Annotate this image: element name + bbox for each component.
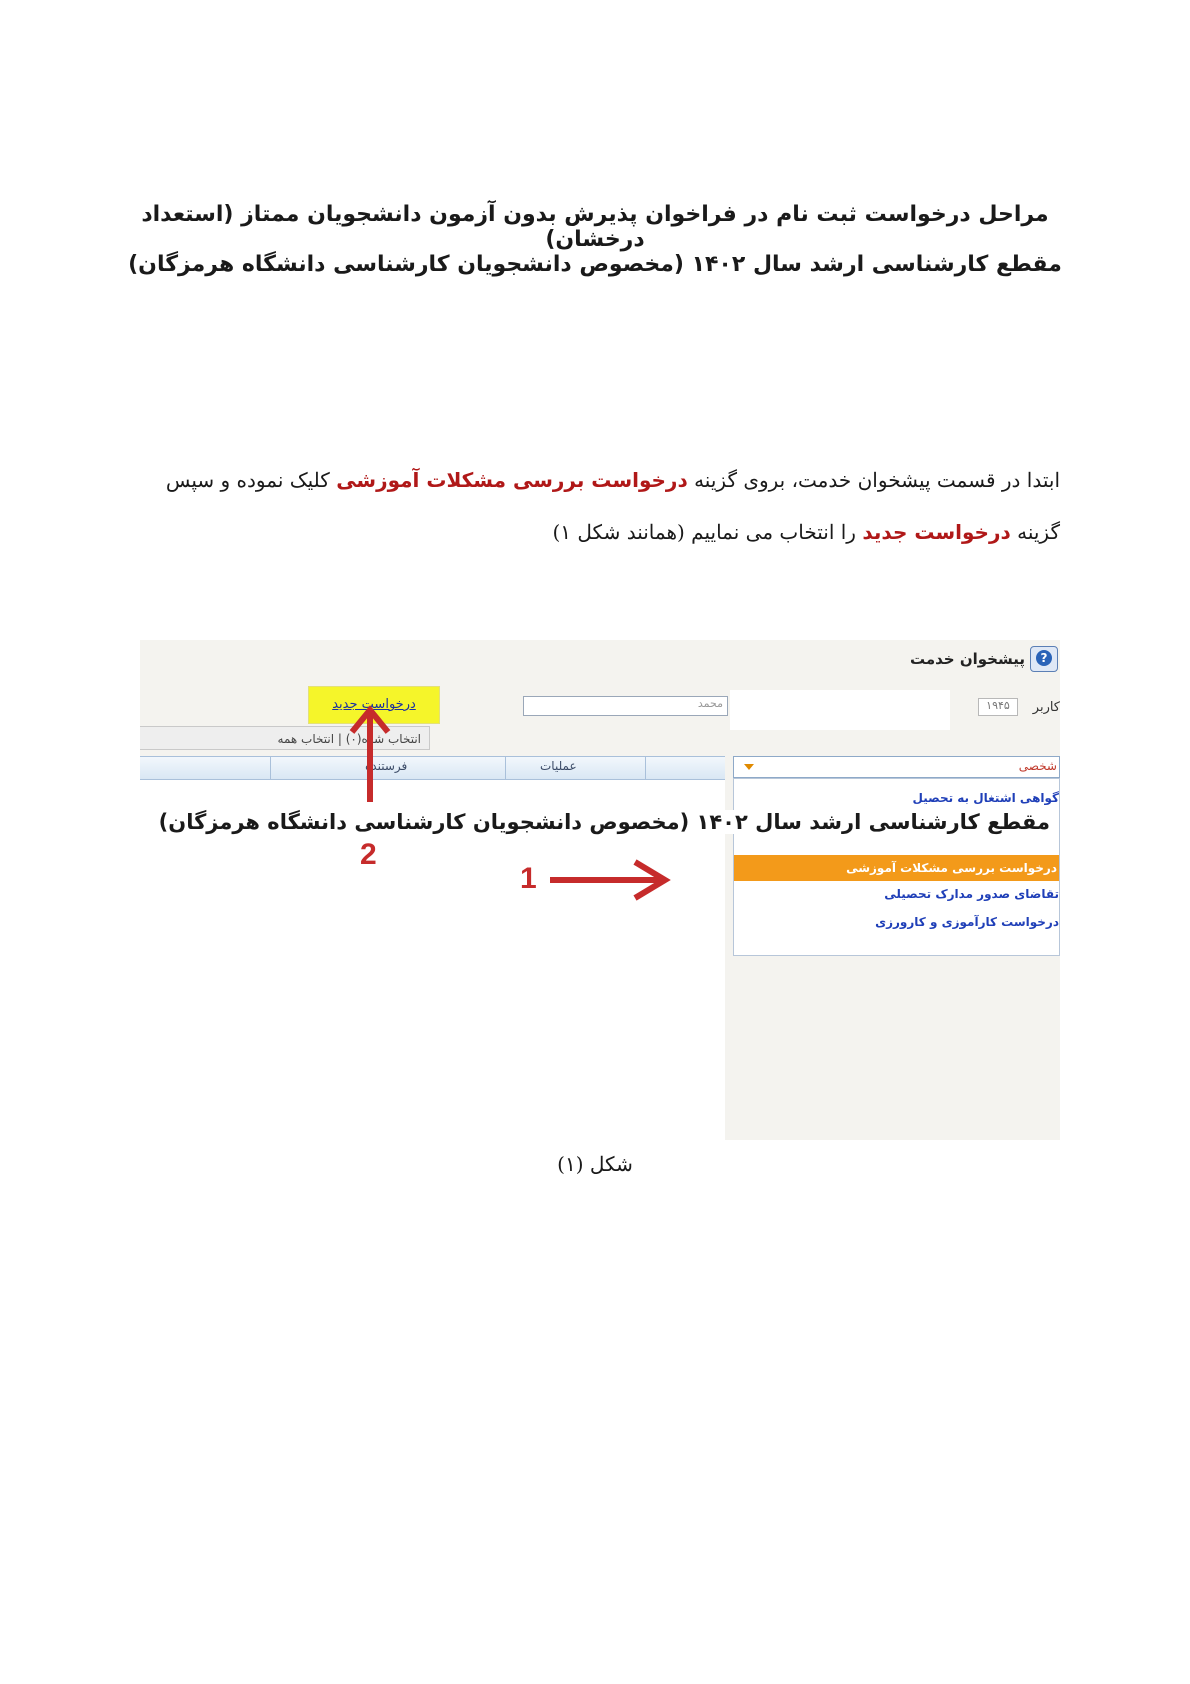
arrow-label-1: 1 [520, 862, 537, 895]
para2-text-end: را انتخاب می نماییم (همانند شکل ۱) [552, 520, 856, 544]
grid-col-sender[interactable]: فرستنده [365, 759, 408, 773]
dropdown-value: شخصی [1018, 759, 1057, 773]
grid-col-operations[interactable]: عملیات [540, 759, 577, 773]
para2-highlight: درخواست جدید [862, 520, 1011, 544]
service-panel-title: پیشخوان خدمت [909, 650, 1025, 668]
annotation-arrows [140, 640, 1060, 1140]
figure-screenshot [140, 640, 1060, 1140]
list-item-employment-certificate[interactable]: گواهی اشتغال به تحصیل [912, 791, 1059, 805]
selection-bar[interactable]: انتخاب شده(۰) | انتخاب همه [140, 726, 430, 750]
para1-text-end: کلیک نموده و سپس [165, 468, 330, 492]
user-label: کاربر [1032, 700, 1060, 715]
list-item-transcript-request[interactable]: تقاضای صدور مدارک تحصیلی [884, 887, 1059, 901]
user-id-field[interactable]: ۱۹۴۵ [978, 698, 1018, 716]
help-icon[interactable]: ? [1030, 646, 1058, 672]
new-request-link[interactable]: درخواست جدید [332, 697, 416, 712]
list-item-internship[interactable]: درخواست کارآموزی و کارورزی [875, 915, 1059, 929]
para1-text-start: ابتدا در قسمت پیشخوان خدمت، بروی گزینه [694, 468, 1060, 492]
figure-caption: شکل (۱) [557, 1152, 633, 1176]
arrow-label-2: 2 [360, 838, 377, 871]
name-input[interactable]: محمد [523, 696, 728, 716]
overlaid-title-fragment: مقطع کارشناسی ارشد سال ۱۴۰۲ (مخصوص دانشجویان کارشناسی دانشگاه هرمزگان) [150, 810, 1050, 834]
page-title-line-1: مراحل درخواست ثبت نام در فراخوان پذیرش بدون آزمون دانشجویان ممتاز (استعداد درخشان) [141, 202, 1049, 252]
list-item-educational-problems[interactable]: درخواست بررسی مشکلات آموزشی [734, 855, 1059, 881]
page-title-line-2: مقطع کارشناسی ارشد سال ۱۴۰۲ (مخصوص دانشجویان کارشناسی دانشگاه هرمزگان) [128, 252, 1062, 277]
para2-text-start: گزینه [1017, 520, 1060, 544]
para1-highlight: درخواست بررسی مشکلات آموزشی [336, 468, 688, 492]
instruction-paragraph-2 [130, 520, 1060, 544]
instruction-paragraph-1 [130, 468, 1060, 492]
